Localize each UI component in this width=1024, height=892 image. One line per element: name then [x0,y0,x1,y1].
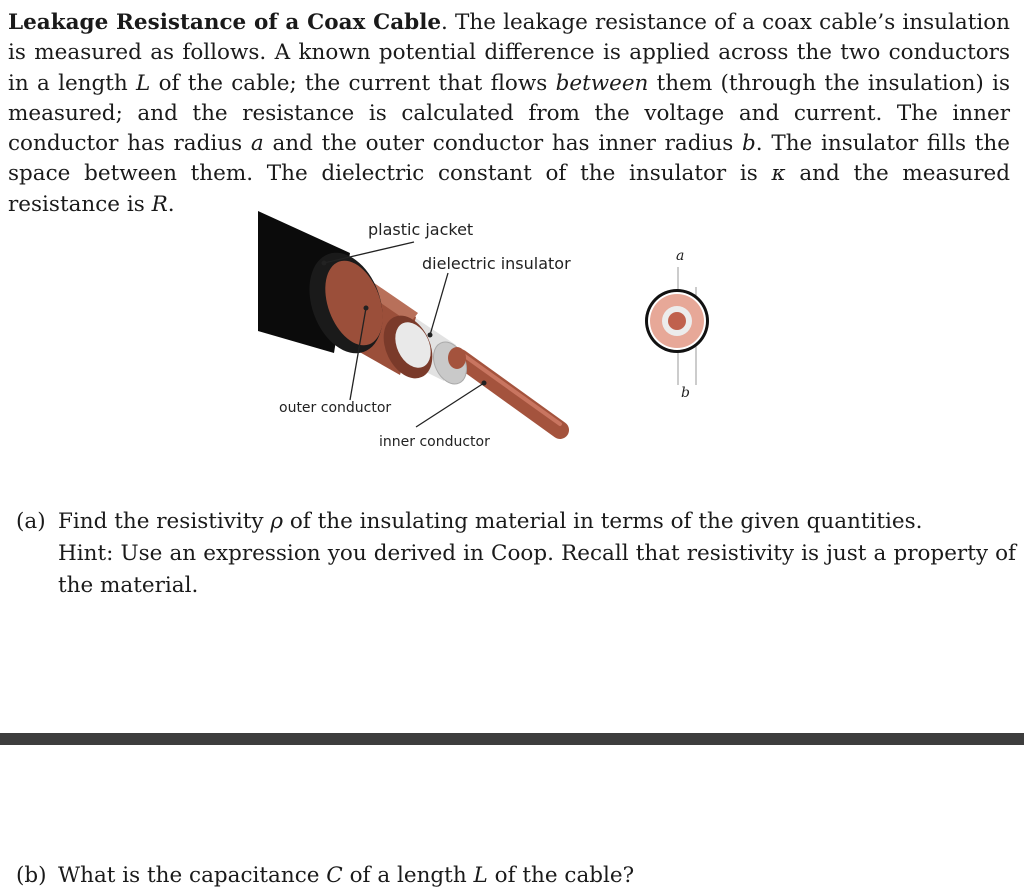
insulator-marker [428,333,433,338]
var-kappa: κ [771,161,786,187]
label-radius-a: a [676,248,685,264]
coax-cable-illustration [250,205,730,455]
inner-marker [482,381,487,386]
section-divider [0,733,1024,745]
var-a: a [250,131,264,157]
part-b: (b) What is the capacitance C of a length L of the cable? [16,860,1016,892]
var-C: C [326,863,343,888]
part-a-hint: Hint: Use an expression you derived in Coop. Recall that resistivity is just a property of the material. [58,541,1016,598]
label-radius-b: b [681,385,690,401]
part-a: (a) Find the resistivity ρ of the insulating material in terms of the given quantities. Hint: Use an expression you derived in Coop. Recall that resistivity is just a property of the material. [16,506,1016,602]
inner-conductor-rod [460,354,560,430]
problem-title: Leakage Resistance of a Coax Cable [8,10,442,35]
var-b: b [742,131,756,157]
problem-statement: Leakage Resistance of a Coax Cable. The leakage resistance of a coax cable’s insulation is measured as follows. A known potential difference is applied across the two conductors in a length L of the cable; the current that flows between them (through the insulation) is measured; and the resistance is calculated from the voltage and current. The inner conductor has radius a and the outer conductor has inner radius b. The insulator fills the space between them. The dielectric constant of the insulator is κ and the measured resistance is R. [8,10,1011,217]
label-plastic-jacket: plastic jacket [368,220,474,239]
jacket-marker [322,261,327,266]
outer-marker [364,306,369,311]
var-rho: ρ [270,509,284,534]
emphasis-between: between [555,70,649,96]
var-R: R [151,191,168,217]
label-inner-conductor: inner conductor [379,434,490,450]
var-L-b: L [473,863,488,888]
part-b-label: (b) [16,863,47,888]
var-L: L [136,70,151,96]
label-dielectric-insulator: dielectric insulator [422,254,571,273]
coax-cable-figure [250,205,730,455]
cross-section-diagram [645,267,709,385]
part-a-label: (a) [16,509,46,534]
label-outer-conductor: outer conductor [279,400,392,416]
